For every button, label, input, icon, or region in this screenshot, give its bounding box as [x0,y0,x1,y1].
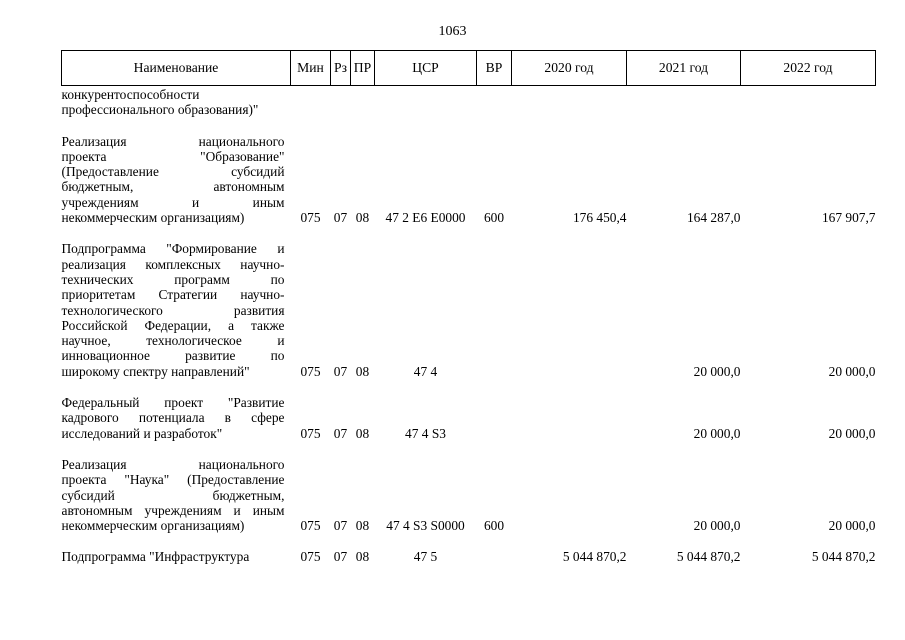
row-name-line: технологического развития [61,302,285,318]
row-name-line: Подпрограмма "Формирование и [61,241,285,257]
row-name-line: автономным учреждениям и иным [61,502,285,518]
row-name-line: некоммерческим организациям) [61,518,245,534]
cell-y2021 [627,86,741,118]
cell-pr: 08 [355,210,370,226]
budget-table [61,50,876,565]
row-spacer [62,118,876,134]
row-name-line: кадрового потенциала в сфере [61,410,285,426]
cell-vr: 600 [483,518,505,534]
cell-y2020: 5 044 870,2 [562,549,627,565]
cell-pr: 08 [355,363,370,379]
row-name-line: бюджетным, автономным [61,179,285,195]
row-name-line: инновационное развитие по [61,348,285,364]
cell-y2020 [512,241,627,379]
cell-vr [477,549,512,564]
header-2021: 2021 год [627,51,741,86]
row-spacer [62,225,876,241]
cell-rz: 07 [333,549,348,565]
cell-y2020 [512,457,627,533]
cell-csr: 47 4 [413,363,438,379]
row-name-line: проекта "Образование" [61,148,285,164]
row-name-line: научное, технологическое и [61,333,285,349]
cell-csr: 47 2 Е6 Е0000 [385,210,466,226]
cell-y2022: 167 907,7 [821,210,876,226]
row-name-line: Российской Федерации, а также [61,317,285,333]
cell-rz: 07 [333,425,348,441]
row-name-line: Реализация национального [61,456,285,472]
header-csr: ЦСР [375,51,477,86]
row-name-line: приоритетам Стратегии научно- [61,287,285,303]
cell-vr: 600 [483,210,505,226]
cell-rz [331,86,351,118]
row-name-line: Подпрограмма "Инфраструктура [61,549,250,565]
cell-pr: 08 [355,549,370,565]
row-name-line: технических программ по [61,271,285,287]
cell-y2021: 5 044 870,2 [676,549,741,565]
cell-y2021: 20 000,0 [693,425,741,441]
cell-min: 075 [300,549,321,565]
row-name-line: широкому спектру направлений" [61,363,250,379]
row-name [62,457,291,533]
cell-y2022: 20 000,0 [828,518,876,534]
cell-csr: 47 4 S3 S0000 [386,518,465,534]
table-row [62,86,876,118]
table-row [62,549,876,564]
header-vr: ВР [477,51,512,86]
row-name [62,241,291,379]
table-row [62,457,876,533]
table-row [62,395,876,441]
row-name [62,395,291,441]
table-body [62,86,876,565]
header-rz: Рз [331,51,351,86]
cell-pr: 08 [355,518,370,534]
cell-csr [375,86,477,118]
cell-y2021: 20 000,0 [693,518,741,534]
row-spacer [62,441,876,457]
row-name-line: некоммерческим организациям) [61,210,245,226]
cell-y2021: 20 000,0 [693,363,741,379]
cell-rz: 07 [333,363,348,379]
row-name-line: субсидий бюджетным, [61,487,285,503]
table-row [62,134,876,226]
row-name-line: конкурентоспособности [61,87,200,102]
cell-y2020: 176 450,4 [572,210,627,226]
cell-y2022: 20 000,0 [828,363,876,379]
cell-min: 075 [300,425,321,441]
row-name-line: проекта "Наука" (Предоставление [61,472,285,488]
header-pr: ПР [351,51,375,86]
row-name [62,134,291,226]
cell-pr [351,86,375,118]
cell-vr [477,86,512,118]
row-spacer [62,533,876,549]
row-name [62,549,291,564]
table-header-row [62,51,876,86]
table-row [62,241,876,379]
cell-y2022: 5 044 870,2 [811,549,876,565]
row-name-line: Реализация национального [61,133,285,149]
row-name-line: Федеральный проект "Развитие [61,395,285,411]
row-name-line: (Предоставление субсидий [61,164,285,180]
cell-min [291,86,331,118]
header-min: Мин [291,51,331,86]
header-name: Наименование [62,51,291,86]
row-name-line: учреждениям и иным [61,194,285,210]
page-number: 1063 [438,24,467,39]
row-name [62,86,291,118]
cell-min: 075 [300,518,321,534]
cell-min: 075 [300,363,321,379]
row-name-line: профессионального образования)" [61,102,259,118]
row-name-line: реализация комплексных научно- [61,256,285,272]
cell-min: 075 [300,210,321,226]
cell-pr: 08 [355,425,370,441]
cell-y2022 [741,86,876,118]
cell-rz: 07 [333,518,348,534]
row-name-line: исследований и разработок" [61,425,223,441]
row-spacer [62,379,876,395]
cell-csr: 47 4 S3 [405,425,446,441]
cell-vr [477,241,512,379]
cell-csr: 47 5 [413,549,438,565]
cell-y2022: 20 000,0 [828,425,876,441]
cell-y2021: 164 287,0 [686,210,741,226]
cell-y2020 [512,86,627,118]
header-2022: 2022 год [741,51,876,86]
cell-rz: 07 [333,210,348,226]
cell-y2020 [512,395,627,441]
cell-vr [477,395,512,441]
header-2020: 2020 год [512,51,627,86]
